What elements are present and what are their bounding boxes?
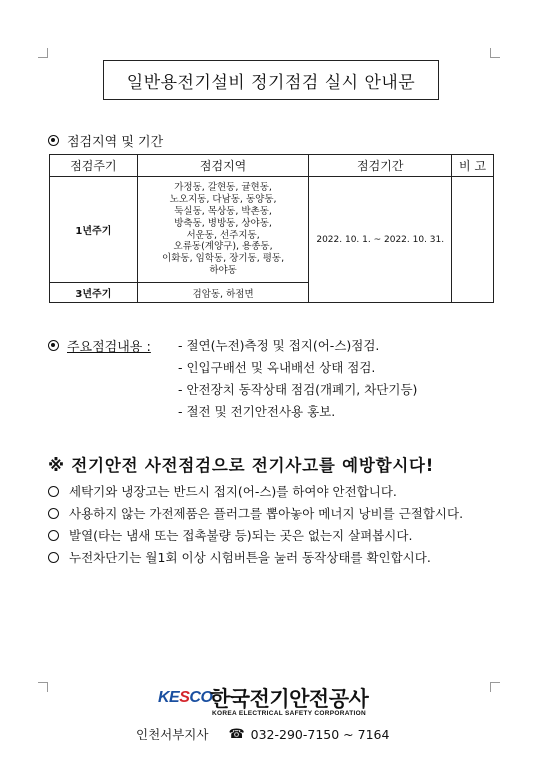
circle-bullet-icon [48, 552, 59, 563]
area-cell [137, 177, 309, 283]
area-line: 서운동, 선주지동, [186, 229, 260, 241]
document-title: 일반용전기설비 정기점검 실시 안내문 [103, 60, 439, 100]
tip-item [48, 526, 412, 544]
kesco-logo-mark [158, 689, 212, 707]
tip-text: 세탁기와 냉장고는 반드시 접지(어-스)를 하여야 안전합니다. [69, 484, 397, 499]
logo-mark-suffix: CO [189, 689, 213, 706]
tip-item [48, 504, 463, 522]
area-line: 이화동, 임학동, 장기동, 평동, [162, 253, 285, 265]
header-period: 점검기간 [309, 155, 452, 177]
header-cycle: 점검주기 [50, 155, 138, 177]
inspection-item: - 절연(누전)측정 및 접지(어-스)점검. [178, 338, 380, 353]
circle-bullet-icon [48, 508, 59, 519]
contact-footer [136, 725, 389, 743]
crop-mark-top-left [38, 48, 48, 58]
header-note: 비 고 [452, 155, 494, 177]
branch-name: 인천서부지사 [136, 727, 209, 742]
circle-bullet-icon [48, 530, 59, 541]
inspection-item: - 안전장치 동작상태 점검(개폐기, 차단기등) [178, 382, 418, 397]
tip-text: 누전차단기는 월1회 이상 시험버튼을 눌러 동작상태를 확인합시다. [69, 550, 431, 565]
inspection-label: 주요점검내용 : [67, 340, 151, 355]
circle-bullet-icon [48, 486, 59, 497]
area-section-heading-text: 점검지역 및 기간 [67, 135, 164, 150]
safety-slogan: ※ 전기안전 사전점검으로 전기사고를 예방합시다! [48, 456, 435, 475]
phone-number: 032-290-7150 ~ 7164 [250, 726, 390, 742]
inspection-heading [48, 336, 165, 355]
inspection-item: - 인입구배선 및 옥내배선 상태 점검. [178, 360, 376, 375]
target-bullet-icon [48, 135, 59, 146]
area-line: 가정동, 갈현동, 귤현동, [174, 182, 272, 194]
organization-name: 한국전기안전공사 [210, 687, 369, 711]
kesco-logo [158, 683, 388, 723]
schedule-table [49, 154, 494, 303]
table-row [50, 177, 494, 283]
area-line: 둑실동, 목상동, 박촌동, [174, 205, 272, 217]
tip-text: 발열(타는 냄새 또는 접촉불량 등)되는 곳은 없는지 살펴봅시다. [69, 528, 413, 543]
phone-icon: ☎ [228, 726, 245, 742]
inspection-item: - 절전 및 전기안전사용 홍보. [178, 404, 336, 419]
tip-text: 사용하지 않는 가전제품은 플러그를 뽑아놓아 메너지 낭비를 근절합시다. [69, 506, 464, 521]
crop-mark-bottom-left [38, 682, 48, 692]
note-cell [452, 177, 494, 303]
crop-mark-bottom-right [490, 682, 500, 692]
target-bullet-icon [48, 340, 59, 351]
area-line: 하야동 [209, 264, 237, 276]
area-cell: 검암동, 하점면 [137, 283, 309, 303]
table-header-row [50, 155, 494, 177]
period-cell: 2022. 10. 1. ~ 2022. 10. 31. [309, 177, 452, 303]
logo-mark-prefix: KE [158, 689, 180, 706]
cycle-cell: 1년주기 [50, 177, 138, 283]
area-line: 오류동(계양구), 용종동, [173, 241, 273, 253]
area-section-heading [48, 131, 163, 150]
logo-mark-accent: S [179, 689, 190, 706]
tip-item [48, 548, 431, 566]
crop-mark-top-right [490, 48, 500, 58]
tip-item [48, 482, 397, 500]
organization-english-name: KOREA ELECTRICAL SAFETY CORPORATION [212, 710, 366, 717]
area-line: 노오지동, 다남동, 동양동, [169, 194, 277, 206]
header-area: 점검지역 [137, 155, 309, 177]
cycle-cell: 3년주기 [50, 283, 138, 303]
area-line: 방축동, 병방동, 상야동, [174, 217, 272, 229]
